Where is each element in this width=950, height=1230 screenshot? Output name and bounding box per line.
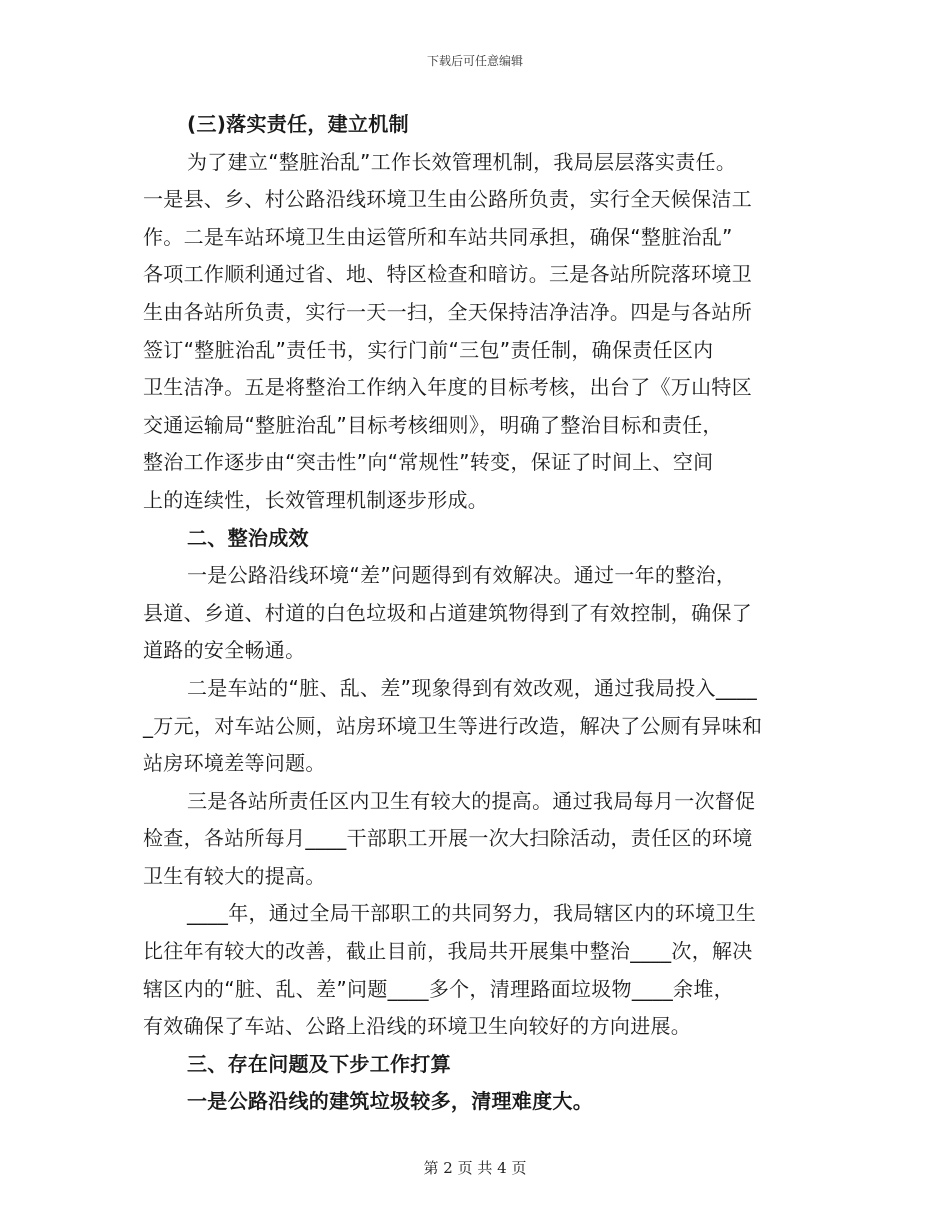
paragraph-line: 三是各站所责任区内卫生有较大的提高。通过我局每月一次督促 (187, 788, 756, 813)
paragraph-line: _万元，对车站公厕，站房环境卫生等进行改造，解决了公厕有异味和 (143, 713, 763, 738)
paragraph-line: 比往年有较大的改善，截止目前，我局共开展集中整治____次，解决 (143, 939, 753, 964)
section-heading-line: 一是公路沿线的建筑垃圾较多，清理难度大。 (187, 1089, 593, 1114)
page-header: 下载后可任意编辑 (426, 54, 523, 68)
paragraph-line: 为了建立“整脏治乱”工作长效管理机制，我局层层落实责任。 (187, 149, 737, 174)
paragraph-line: 交通运输局“整脏治乱”目标考核细则》，明确了整治目标和责任， (143, 412, 723, 437)
paragraph-line: 生由各站所负责，实行一天一扫，全天保持洁净洁净。四是与各站所 (143, 299, 752, 324)
paragraph-line: 检查，各站所每月____干部职工开展一次大扫除活动，责任区的环境 (143, 826, 753, 851)
paragraph-line: ____年，通过全局干部职工的共同努力，我局辖区内的环境卫生 (187, 901, 756, 926)
paragraph-line: 辖区内的“脏、乱、差”问题____多个，清理路面垃圾物____余堆， (143, 976, 734, 1001)
paragraph-line: 二是车站的“脏、乱、差”现象得到有效改观，通过我局投入____ (187, 675, 758, 700)
paragraph-line: 上的连续性，长效管理机制逐步形成。 (143, 487, 489, 512)
section-heading-line: 三、存在问题及下步工作打算 (187, 1051, 451, 1076)
paragraph-line: 一是公路沿线环境“差”问题得到有效解决。通过一年的整治， (187, 563, 737, 588)
paragraph-line: 道路的安全畅通。 (143, 638, 306, 663)
paragraph-line: 卫生洁净。五是将整治工作纳入年度的目标考核，出台了《万山特区 (143, 375, 752, 400)
paragraph-line: 各项工作顺利通过省、地、特区检查和暗访。三是各站所院落环境卫 (143, 262, 752, 287)
paragraph-line: 有效确保了车站、公路上沿线的环境卫生向较好的方向进展。 (143, 1014, 692, 1039)
paragraph-line: 站房环境差等问题。 (143, 751, 326, 776)
paragraph-line: 卫生有较大的提高。 (143, 863, 326, 888)
section-heading-line: 二、整治成效 (187, 525, 309, 550)
paragraph-line: 一是县、乡、村公路沿线环境卫生由公路所负责，实行全天候保洁工 (143, 187, 752, 212)
document-body (143, 106, 805, 1121)
paragraph-line: 签订“整脏治乱”责任书，实行门前“三包”责任制，确保责任区内 (143, 337, 714, 362)
paragraph-line: 县道、乡道、村道的白色垃圾和占道建筑物得到了有效控制，确保了 (143, 600, 752, 625)
page-footer: 第 2 页 共 4 页 (423, 1159, 527, 1177)
section-heading-line: (三)落实责任，建立机制 (187, 112, 409, 136)
paragraph-line: 整治工作逐步由“突击性”向“常规性”转变，保证了时间上、空间 (143, 450, 714, 475)
paragraph-line: 作。二是车站环境卫生由运管所和车站共同承担，确保“整脏治乱” (143, 224, 733, 249)
